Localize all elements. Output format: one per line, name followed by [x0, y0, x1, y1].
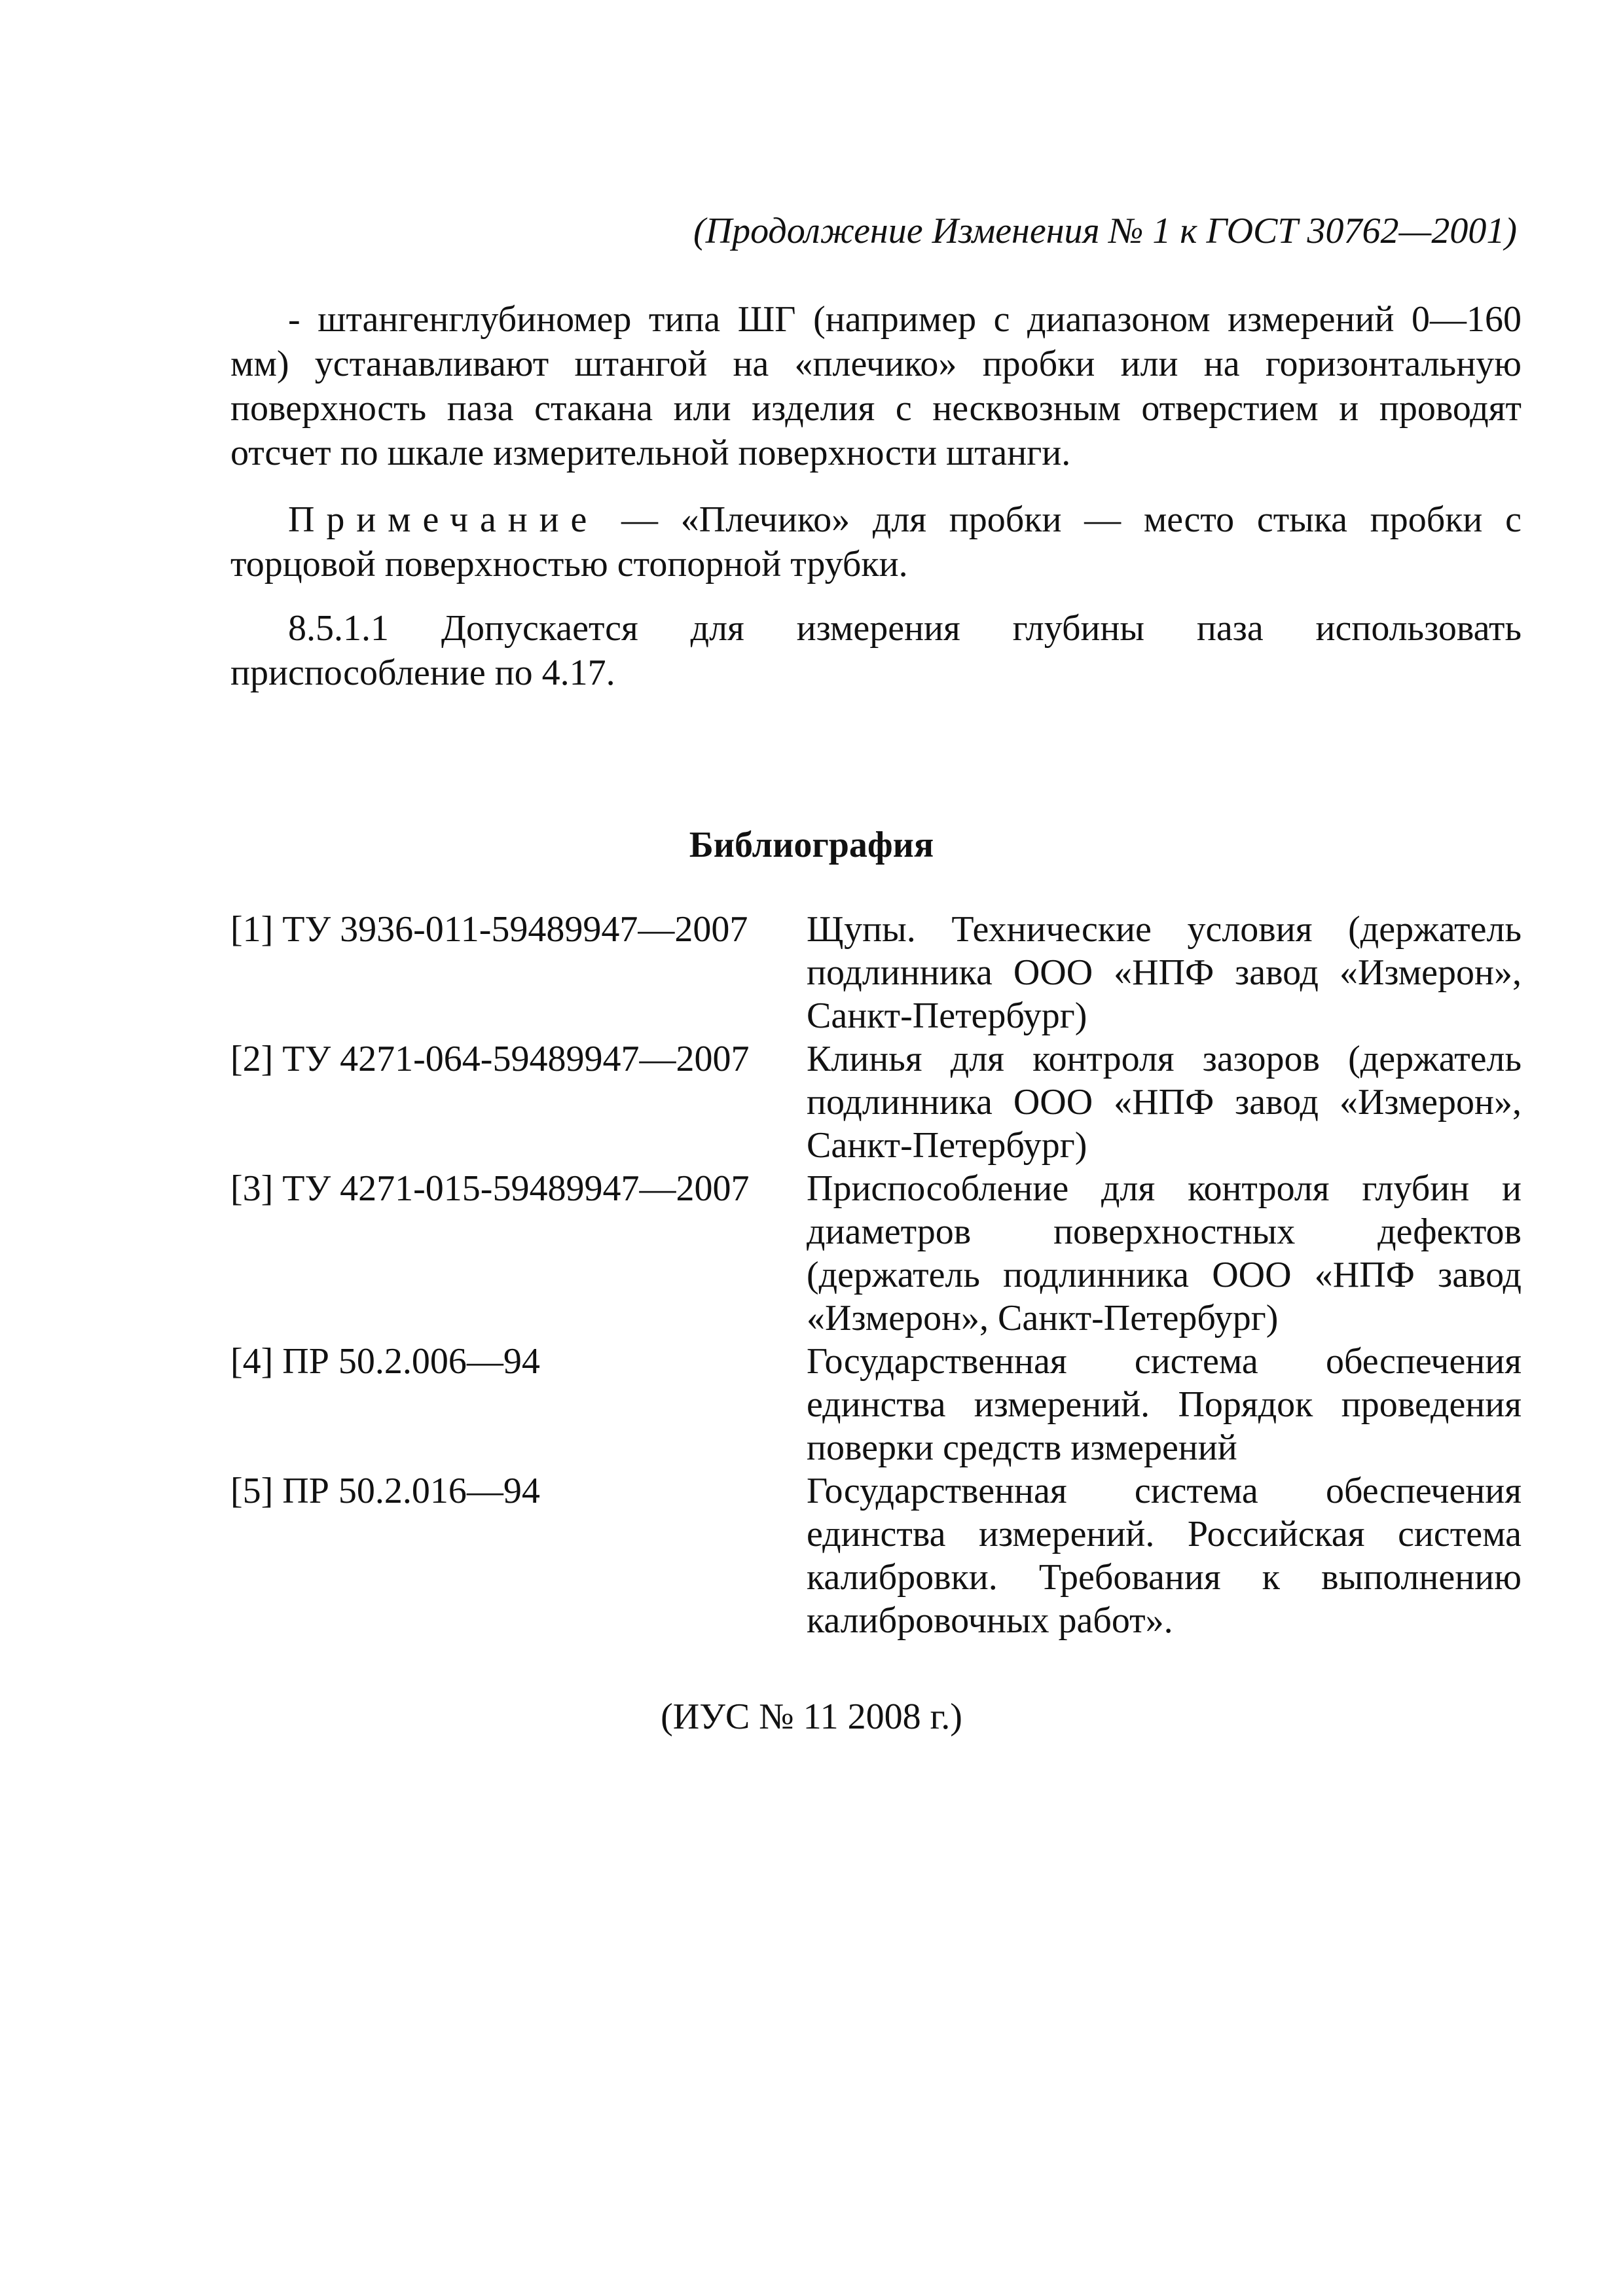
bibliography-desc: Государственная система обеспечения единства измерений. Российская система калибровки. Требования к выполнению калибровочных работ».	[807, 1471, 1522, 1641]
bibliography-ref: [1] ТУ 3936-011-59489947—2007	[230, 909, 748, 950]
depth-gauge-paragraph: - штангенглубиномер типа ШГ (например с диапазоном измерений 0—160 мм) устанавливают штангой на «плечико» пробки или на горизонтальную поверхность паза стакана или изделия с несквозным отверстием и проводят отсчет по шкале измерительной поверхности штанги.	[230, 299, 1522, 473]
bibliography-ref: [3] ТУ 4271-015-59489947—2007	[230, 1168, 750, 1209]
source-footer: (ИУС № 11 2008 г.)	[661, 1696, 962, 1737]
bibliography-ref: [4] ПР 50.2.006—94	[230, 1341, 540, 1382]
clause-8-5-1-1: 8.5.1.1 Допускается для измерения глубины паза использовать приспособление по 4.17.	[230, 608, 1522, 693]
bibliography-desc: Клинья для контроля зазоров (держатель подлинника ООО «НПФ завод «Измерон», Санкт-Петербург)	[807, 1039, 1522, 1166]
bibliography-ref: [2] ТУ 4271-064-59489947—2007	[230, 1039, 750, 1079]
bibliography-entry	[230, 1037, 1522, 1167]
bibliography-entry	[230, 908, 1522, 1037]
bibliography-entry	[230, 1167, 1522, 1340]
bibliography-desc: Щупы. Технические условия (держатель подлинника ООО «НПФ завод «Измерон», Санкт-Петербург)	[807, 909, 1522, 1036]
bibliography-desc: Приспособление для контроля глубин и диаметров поверхностных дефектов (держатель подлинника ООО «НПФ завод «Измерон», Санкт-Петербург)	[807, 1168, 1522, 1338]
bibliography-list	[230, 908, 1522, 1642]
continuation-header: (Продолжение Изменения № 1 к ГОСТ 30762—2001)	[693, 211, 1517, 251]
bibliography-title: Библиография	[689, 825, 934, 865]
bibliography-desc: Государственная система обеспечения единства измерений. Порядок проведения поверки средств измерений	[807, 1341, 1522, 1468]
bibliography-entry	[230, 1340, 1522, 1469]
bibliography-entry	[230, 1469, 1522, 1642]
bibliography-ref: [5] ПР 50.2.016—94	[230, 1471, 540, 1511]
note-label: Примечание	[288, 499, 599, 540]
note-text: — «Плечико» для пробки — место стыка пробки с торцовой поверхностью стопорной трубки.	[230, 499, 1522, 584]
note-paragraph	[230, 497, 1522, 586]
